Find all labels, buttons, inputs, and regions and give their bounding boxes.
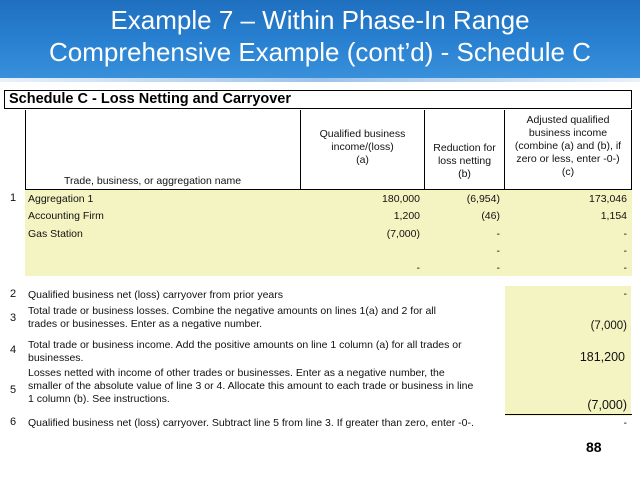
row-name: Aggregation 1 <box>28 193 94 205</box>
column-a-header-line: Qualified business <box>319 128 406 140</box>
line-4-text: Total trade or business income. Add the positive amounts on line 1 column (a) for all trades or <box>28 339 462 351</box>
line-5-text: Losses netted with income of other trades or businesses. Enter as a negative number, the <box>28 367 445 379</box>
schedule-title: Schedule C - Loss Netting and Carryover <box>4 90 632 109</box>
row-col-a: (7,000) <box>386 228 420 240</box>
line-number: 6 <box>10 416 17 428</box>
line-3-value: (7,000) <box>590 320 627 332</box>
column-b-header-line: Reduction for <box>433 142 496 154</box>
row-col-a: 1,200 <box>393 210 420 222</box>
grid-line <box>505 414 632 415</box>
column-c-header-line: (c) <box>561 166 575 178</box>
column-c-header-line: zero or less, enter -0-) <box>516 153 620 165</box>
line-number: 4 <box>10 344 17 356</box>
column-c-header-line: business income <box>528 127 608 139</box>
line-6-value: - <box>623 417 627 429</box>
row-name: Gas Station <box>28 228 83 240</box>
row-col-b: (6,954) <box>466 193 500 205</box>
line-6-description: Qualified business net (loss) carryover. Subtract line 5 from line 3. If greater than zero, enter -0-. <box>28 417 474 429</box>
column-b-header <box>425 142 504 181</box>
line-5-value: (7,000) <box>587 398 627 412</box>
line-3-description <box>28 305 502 331</box>
column-c-header <box>505 114 631 179</box>
row-col-c: - <box>623 262 627 274</box>
column-a-header <box>301 128 424 167</box>
line-5-description <box>28 367 502 406</box>
column-a-header-line: (a) <box>356 154 369 166</box>
header-divider <box>0 78 640 82</box>
slide-title-line2: Comprehensive Example (cont’d) - Schedule C <box>49 37 591 67</box>
row-col-b: - <box>496 228 500 240</box>
row-col-b: - <box>496 262 500 274</box>
grid-line <box>631 110 632 190</box>
slide-header <box>0 0 640 82</box>
column-a-header-line: income/(loss) <box>331 141 394 153</box>
row-col-c: 173,046 <box>589 193 627 205</box>
line-4-value: 181,200 <box>579 350 625 364</box>
column-c-header-line: (combine (a) and (b), if <box>514 140 622 152</box>
row-col-c: - <box>623 245 627 257</box>
row-col-c: 1,154 <box>600 210 627 222</box>
row-col-b: (46) <box>481 210 500 222</box>
page-number: 88 <box>586 439 602 455</box>
line-4-text: businesses. <box>28 352 84 364</box>
line-2-value: - <box>623 288 627 300</box>
line-5-text: smaller of the absolute value of line 3 or 4. Allocate this amount to each trade or business in line <box>28 380 474 392</box>
schedule-c-form <box>4 88 636 434</box>
line-2-description: Qualified business net (loss) carryover from prior years <box>28 289 284 301</box>
row-col-a: 180,000 <box>382 193 420 205</box>
line-4-description <box>28 339 502 365</box>
line-number: 3 <box>10 312 17 324</box>
line-number: 1 <box>10 192 17 204</box>
line-3-text: trades or businesses. Enter as a negative number. <box>28 318 263 330</box>
line-number: 5 <box>10 384 17 396</box>
slide-title-line1: Example 7 – Within Phase-In Range <box>110 5 530 35</box>
row-col-c: - <box>623 228 627 240</box>
column-b-header-line: (b) <box>458 168 471 180</box>
name-column-header: Trade, business, or aggregation name <box>64 175 242 187</box>
column-c-header-line: Adjusted qualified <box>526 114 610 126</box>
row-col-b: - <box>496 245 500 257</box>
grid-line <box>25 110 26 190</box>
line-number: 2 <box>10 288 17 300</box>
slide-title <box>0 4 640 68</box>
column-b-header-line: loss netting <box>437 155 492 167</box>
row-col-a: - <box>416 262 420 274</box>
line-5-text: 1 column (b). See instructions. <box>28 393 170 405</box>
row-name: Accounting Firm <box>28 210 104 222</box>
line-3-text: Total trade or business losses. Combine the negative amounts on lines 1(a) and 2 for all <box>28 305 436 317</box>
